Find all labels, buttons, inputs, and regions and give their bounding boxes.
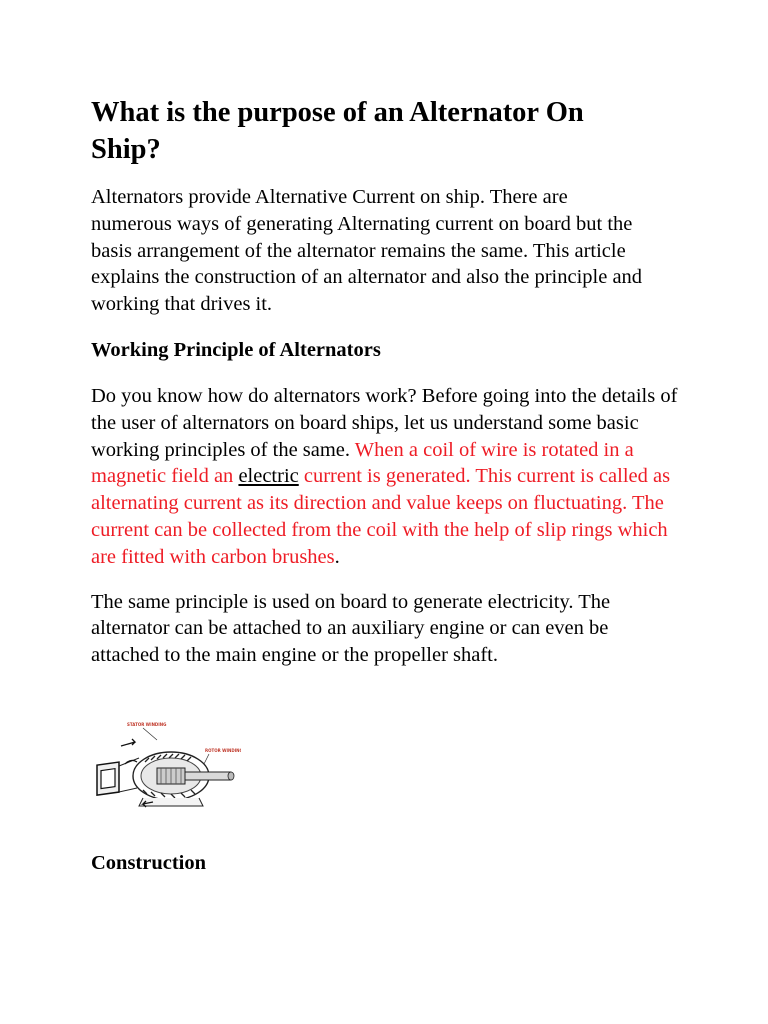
article [91, 94, 691, 876]
intro-paragraph: Alternators provide Alternative Current on ship. There are numerous ways of generating Alternating current on board but the basis arrangement of the alternator remains the same. This article explains the construction of an alternator and also the principle and working that drives it. [91, 186, 643, 316]
rotor-label: ROTOR WINDING [205, 747, 241, 753]
section-heading-construction: Construction [91, 851, 207, 874]
paragraph-end: . [334, 545, 340, 568]
stator-label: STATOR WINDING [127, 721, 167, 727]
electric-link[interactable]: electric [238, 465, 299, 488]
working-principle-paragraph [91, 383, 681, 571]
section-heading-working-principle: Working Principle of Alternators [91, 338, 381, 361]
paragraph-text: Do you know how do alternators work? Before going into the details of the user of alternators on board ships, let us understand some basic working principles of the same. [91, 384, 678, 461]
alternator-diagram [91, 718, 241, 810]
principle-usage-paragraph: The same principle is used on board to generate electricity. The alternator can be attached to an auxiliary engine or can even be attached to the main engine or the propeller shaft. [91, 590, 611, 667]
highlighted-text-continued: current is generated. This current is called as alternating current as its direction and value keeps on fluctuating. The current can be collected from the coil with the help of slip rings which are fitted with carbon brushes [91, 465, 671, 568]
highlighted-text: When a coil of wire is rotated in a magnetic field an [91, 438, 634, 488]
article-title: What is the purpose of an Alternator On Ship? [91, 97, 584, 165]
alternator-illustration [91, 718, 241, 810]
